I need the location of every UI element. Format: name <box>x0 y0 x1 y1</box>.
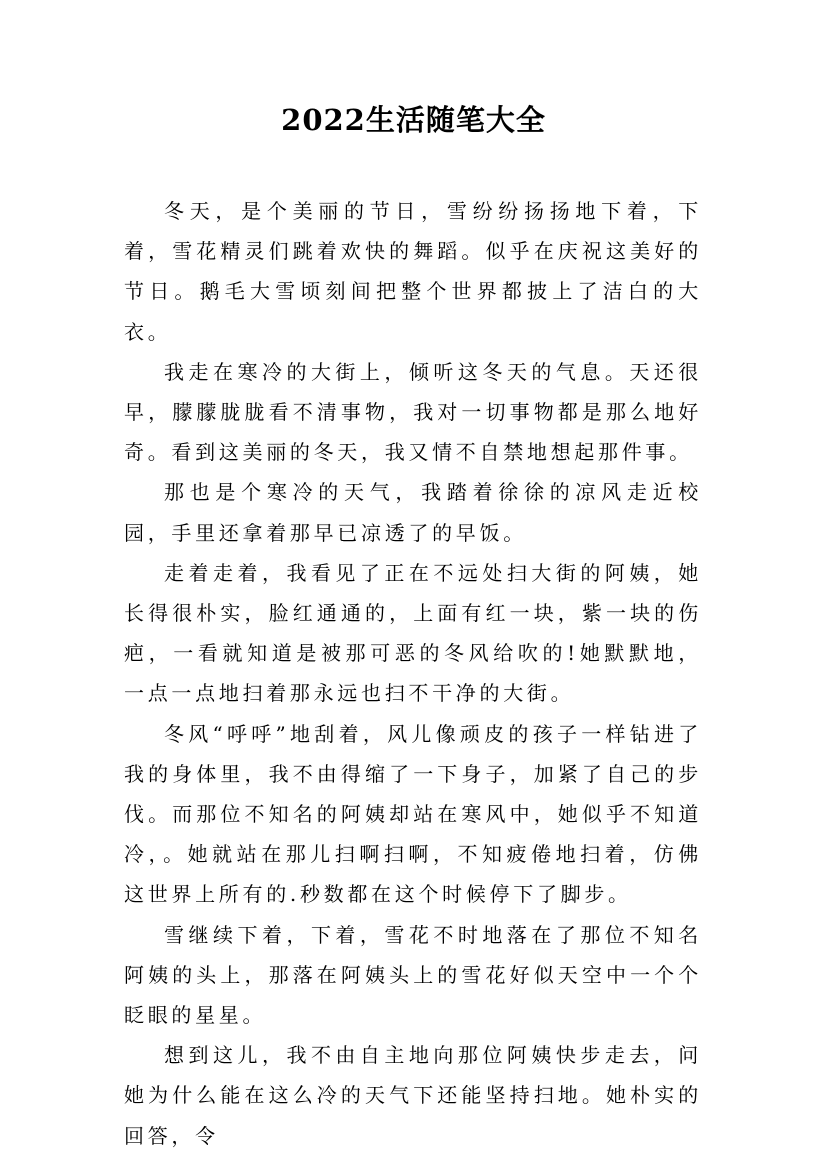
document-body <box>124 191 702 1156</box>
document-title: 2022生活随笔大全 <box>281 103 546 137</box>
paragraph: 那也是个寒冷的天气，我踏着徐徐的凉风走近校园，手里还拿着那早已凉透了的早饭。 <box>124 480 702 545</box>
paragraph: 冬天，是个美丽的节日，雪纷纷扬扬地下着，下着，雪花精灵们跳着欢快的舞蹈。似乎在庆祝这美好的节日。鹅毛大雪顷刻间把整个世界都披上了洁白的大衣。 <box>124 199 702 344</box>
paragraph: 我走在寒冷的大街上，倾听这冬天的气息。天还很早，朦朦胧胧看不清事物，我对一切事物都是那么地好奇。看到这美丽的冬天，我又情不自禁地想起那件事。 <box>124 359 702 465</box>
paragraph: 雪继续下着，下着，雪花不时地落在了那位不知名阿姨的头上，那落在阿姨头上的雪花好似天空中一个个眨眼的星星。 <box>124 922 702 1028</box>
paragraph: 冬风“呼呼”地刮着，风儿像顽皮的孩子一样钻进了我的身体里，我不由得缩了一下身子，加紧了自己的步伐。而那位不知名的阿姨却站在寒风中，她似乎不知道冷，。她就站在那儿扫啊扫啊，不知疲倦地扫着，仿佛这世界上所有的.秒数都在这个时候停下了脚步。 <box>124 721 702 907</box>
paragraph: 想到这儿，我不由自主地向那位阿姨快步走去，问她为什么能在这么冷的天气下还能坚持扫地。她朴实的回答，令 <box>124 1043 702 1148</box>
paragraph: 走着走着，我看见了正在不远处扫大街的阿姨，她长得很朴实，脸红通通的，上面有红一块，紫一块的伤疤，一看就知道是被那可恶的冬风给吹的!她默默地，一点一点地扫着那永远也扫不干净的大街。 <box>124 560 702 706</box>
